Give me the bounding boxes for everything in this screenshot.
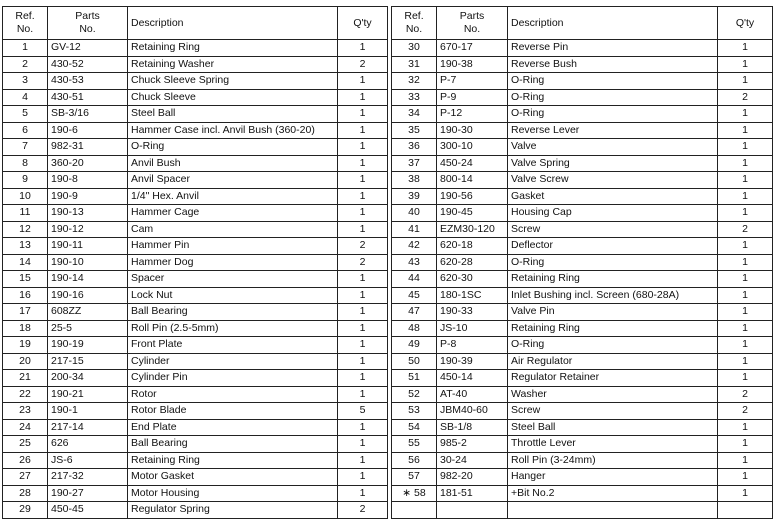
ref-no-cell: 32 xyxy=(392,73,437,90)
qty-cell: 2 xyxy=(718,89,773,106)
description-cell: Retaining Ring xyxy=(128,40,338,57)
table-row xyxy=(3,287,773,304)
description-cell: Washer xyxy=(508,386,718,403)
part-no-cell: 670-17 xyxy=(437,40,508,57)
table-row xyxy=(3,502,773,519)
part-no-cell: 190-1 xyxy=(48,403,128,420)
qty-cell: 1 xyxy=(718,106,773,123)
table-row xyxy=(3,254,773,271)
part-no-cell: 200-34 xyxy=(48,370,128,387)
description-cell: Motor Gasket xyxy=(128,469,338,486)
header-description: Description xyxy=(508,7,718,40)
part-no-cell: 190-13 xyxy=(48,205,128,222)
qty-cell: 1 xyxy=(718,122,773,139)
part-no-cell: 190-11 xyxy=(48,238,128,255)
ref-no-cell: 15 xyxy=(3,271,48,288)
qty-cell: 1 xyxy=(338,320,388,337)
description-cell: Regulator Retainer xyxy=(508,370,718,387)
qty-cell: 1 xyxy=(338,89,388,106)
description-cell: Reverse Pin xyxy=(508,40,718,57)
part-no-cell: 190-14 xyxy=(48,271,128,288)
description-cell: Roll Pin (2.5-5mm) xyxy=(128,320,338,337)
description-cell: Hammer Cage xyxy=(128,205,338,222)
description-cell: Cylinder xyxy=(128,353,338,370)
description-cell: O-Ring xyxy=(128,139,338,156)
qty-cell: 1 xyxy=(718,353,773,370)
ref-no-cell: 20 xyxy=(3,353,48,370)
ref-no-cell: 9 xyxy=(3,172,48,189)
description-cell: Hammer Dog xyxy=(128,254,338,271)
description-cell: Deflector xyxy=(508,238,718,255)
description-cell: Ball Bearing xyxy=(128,436,338,453)
part-no-cell: SB-3/16 xyxy=(48,106,128,123)
description-cell: Steel Ball xyxy=(508,419,718,436)
part-no-cell: 190-33 xyxy=(437,304,508,321)
part-no-cell: 450-14 xyxy=(437,370,508,387)
description-cell: 1/4" Hex. Anvil xyxy=(128,188,338,205)
table-row xyxy=(3,155,773,172)
part-no-cell: 190-10 xyxy=(48,254,128,271)
description-cell: O-Ring xyxy=(508,73,718,90)
description-cell: Steel Ball xyxy=(128,106,338,123)
qty-cell: 1 xyxy=(718,238,773,255)
part-no-cell: 190-21 xyxy=(48,386,128,403)
part-no-cell: 430-51 xyxy=(48,89,128,106)
ref-no-cell: 16 xyxy=(3,287,48,304)
part-no-cell: 190-12 xyxy=(48,221,128,238)
part-no-cell: JS-6 xyxy=(48,452,128,469)
qty-cell: 1 xyxy=(338,73,388,90)
ref-no-cell: 42 xyxy=(392,238,437,255)
part-no-cell: 190-16 xyxy=(48,287,128,304)
qty-cell: 2 xyxy=(718,386,773,403)
qty-cell: 1 xyxy=(338,370,388,387)
qty-cell: 1 xyxy=(338,271,388,288)
table-row xyxy=(3,436,773,453)
qty-cell: 1 xyxy=(718,73,773,90)
table-row xyxy=(3,172,773,189)
ref-no-cell: 18 xyxy=(3,320,48,337)
description-cell: End Plate xyxy=(128,419,338,436)
description-cell: O-Ring xyxy=(508,337,718,354)
part-no-cell: P-8 xyxy=(437,337,508,354)
ref-no-cell: 23 xyxy=(3,403,48,420)
ref-no-cell: 21 xyxy=(3,370,48,387)
description-cell: Throttle Lever xyxy=(508,436,718,453)
qty-cell xyxy=(718,502,773,519)
ref-no-cell: 25 xyxy=(3,436,48,453)
qty-cell: 1 xyxy=(338,172,388,189)
table-row xyxy=(3,320,773,337)
part-no-cell: 450-45 xyxy=(48,502,128,519)
ref-no-cell: 3 xyxy=(3,73,48,90)
qty-cell: 1 xyxy=(718,188,773,205)
description-cell: O-Ring xyxy=(508,254,718,271)
qty-cell: 1 xyxy=(338,155,388,172)
part-no-cell: 217-14 xyxy=(48,419,128,436)
description-cell: Valve xyxy=(508,139,718,156)
ref-no-cell: 54 xyxy=(392,419,437,436)
description-cell: Screw xyxy=(508,403,718,420)
description-cell: Retaining Ring xyxy=(508,320,718,337)
qty-cell: 1 xyxy=(338,304,388,321)
ref-no-cell: 6 xyxy=(3,122,48,139)
description-cell: Roll Pin (3-24mm) xyxy=(508,452,718,469)
qty-cell: 1 xyxy=(718,287,773,304)
part-no-cell: SB-1/8 xyxy=(437,419,508,436)
part-no-cell: 620-30 xyxy=(437,271,508,288)
description-cell: Cam xyxy=(128,221,338,238)
ref-no-cell: 14 xyxy=(3,254,48,271)
table-row xyxy=(3,188,773,205)
ref-no-cell: 34 xyxy=(392,106,437,123)
part-no-cell: 190-19 xyxy=(48,337,128,354)
description-cell: Gasket xyxy=(508,188,718,205)
ref-no-cell: 5 xyxy=(3,106,48,123)
qty-cell: 1 xyxy=(718,419,773,436)
ref-no-cell: 4 xyxy=(3,89,48,106)
description-cell: Motor Housing xyxy=(128,485,338,502)
qty-cell: 1 xyxy=(338,469,388,486)
ref-no-cell: 31 xyxy=(392,56,437,73)
ref-no-cell: 40 xyxy=(392,205,437,222)
description-cell: +Bit No.2 xyxy=(508,485,718,502)
description-cell: Retaining Washer xyxy=(128,56,338,73)
part-no-cell: P-9 xyxy=(437,89,508,106)
part-no-cell: EZM30-120 xyxy=(437,221,508,238)
table-row xyxy=(3,238,773,255)
description-cell: Anvil Bush xyxy=(128,155,338,172)
header-ref-no: Ref. No. xyxy=(3,7,48,40)
ref-no-cell: 45 xyxy=(392,287,437,304)
ref-no-cell: 29 xyxy=(3,502,48,519)
ref-no-cell: 41 xyxy=(392,221,437,238)
part-no-cell: P-7 xyxy=(437,73,508,90)
description-cell xyxy=(508,502,718,519)
qty-cell: 1 xyxy=(718,452,773,469)
part-no-cell: 608ZZ xyxy=(48,304,128,321)
description-cell: O-Ring xyxy=(508,106,718,123)
qty-cell: 1 xyxy=(338,139,388,156)
qty-cell: 1 xyxy=(338,419,388,436)
part-no-cell: 626 xyxy=(48,436,128,453)
part-no-cell: 800-14 xyxy=(437,172,508,189)
description-cell: Front Plate xyxy=(128,337,338,354)
parts-list-table xyxy=(2,6,773,519)
ref-no-cell: 44 xyxy=(392,271,437,288)
table-header-row xyxy=(3,7,773,40)
part-no-cell: P-12 xyxy=(437,106,508,123)
part-no-cell: 360-20 xyxy=(48,155,128,172)
part-no-cell: 181-51 xyxy=(437,485,508,502)
qty-cell: 2 xyxy=(718,403,773,420)
ref-no-cell: 2 xyxy=(3,56,48,73)
table-row xyxy=(3,205,773,222)
header-parts-no: Parts No. xyxy=(437,7,508,40)
qty-cell: 1 xyxy=(718,320,773,337)
ref-no-cell: 27 xyxy=(3,469,48,486)
table-row xyxy=(3,89,773,106)
part-no-cell: JS-10 xyxy=(437,320,508,337)
ref-no-cell: 33 xyxy=(392,89,437,106)
description-cell: Air Regulator xyxy=(508,353,718,370)
description-cell: Valve Screw xyxy=(508,172,718,189)
qty-cell: 1 xyxy=(338,353,388,370)
qty-cell: 2 xyxy=(338,502,388,519)
description-cell: Inlet Bushing incl. Screen (680-28A) xyxy=(508,287,718,304)
table-row xyxy=(3,370,773,387)
ref-no-cell: 56 xyxy=(392,452,437,469)
description-cell: Spacer xyxy=(128,271,338,288)
ref-no-cell: 55 xyxy=(392,436,437,453)
part-no-cell: 180-1SC xyxy=(437,287,508,304)
table-row xyxy=(3,40,773,57)
ref-no-cell: 13 xyxy=(3,238,48,255)
parts-table-body xyxy=(3,40,773,519)
part-no-cell: 30-24 xyxy=(437,452,508,469)
table-row xyxy=(3,139,773,156)
table-row xyxy=(3,221,773,238)
description-cell: Ball Bearing xyxy=(128,304,338,321)
ref-no-cell: 48 xyxy=(392,320,437,337)
description-cell: Housing Cap xyxy=(508,205,718,222)
ref-no-cell: 22 xyxy=(3,386,48,403)
part-no-cell: 190-8 xyxy=(48,172,128,189)
part-no-cell: 190-45 xyxy=(437,205,508,222)
table-row xyxy=(3,106,773,123)
ref-no-cell: 24 xyxy=(3,419,48,436)
qty-cell: 1 xyxy=(718,40,773,57)
table-row xyxy=(3,403,773,420)
qty-cell: 1 xyxy=(718,485,773,502)
table-row xyxy=(3,353,773,370)
description-cell: Retaining Ring xyxy=(128,452,338,469)
part-no-cell: 430-52 xyxy=(48,56,128,73)
table-row xyxy=(3,452,773,469)
part-no-cell: 190-6 xyxy=(48,122,128,139)
ref-no-cell: ∗ 58 xyxy=(392,485,437,502)
table-row xyxy=(3,271,773,288)
ref-no-cell: 26 xyxy=(3,452,48,469)
part-no-cell: 450-24 xyxy=(437,155,508,172)
part-no-cell: 620-18 xyxy=(437,238,508,255)
part-no-cell: 430-53 xyxy=(48,73,128,90)
qty-cell: 1 xyxy=(338,205,388,222)
qty-cell: 1 xyxy=(718,205,773,222)
table-row xyxy=(3,304,773,321)
qty-cell: 2 xyxy=(338,56,388,73)
qty-cell: 1 xyxy=(338,436,388,453)
ref-no-cell: 8 xyxy=(3,155,48,172)
qty-cell: 1 xyxy=(338,106,388,123)
ref-no-cell: 50 xyxy=(392,353,437,370)
qty-cell: 1 xyxy=(718,337,773,354)
ref-no-cell: 11 xyxy=(3,205,48,222)
header-qty: Q'ty xyxy=(338,7,388,40)
qty-cell: 2 xyxy=(718,221,773,238)
ref-no-cell: 7 xyxy=(3,139,48,156)
qty-cell: 5 xyxy=(338,403,388,420)
qty-cell: 1 xyxy=(338,452,388,469)
description-cell: Screw xyxy=(508,221,718,238)
part-no-cell: 985-2 xyxy=(437,436,508,453)
table-row xyxy=(3,337,773,354)
table-row xyxy=(3,419,773,436)
qty-cell: 1 xyxy=(718,436,773,453)
part-no-cell: 620-28 xyxy=(437,254,508,271)
part-no-cell: 190-27 xyxy=(48,485,128,502)
description-cell: O-Ring xyxy=(508,89,718,106)
description-cell: Cylinder Pin xyxy=(128,370,338,387)
part-no-cell: 25-5 xyxy=(48,320,128,337)
ref-no-cell: 12 xyxy=(3,221,48,238)
description-cell: Valve Spring xyxy=(508,155,718,172)
description-cell: Chuck Sleeve Spring xyxy=(128,73,338,90)
header-description: Description xyxy=(128,7,338,40)
description-cell: Hammer Case incl. Anvil Bush (360-20) xyxy=(128,122,338,139)
ref-no-cell: 49 xyxy=(392,337,437,354)
description-cell: Reverse Bush xyxy=(508,56,718,73)
ref-no-cell: 37 xyxy=(392,155,437,172)
part-no-cell: 217-15 xyxy=(48,353,128,370)
ref-no-cell: 51 xyxy=(392,370,437,387)
qty-cell: 1 xyxy=(718,469,773,486)
part-no-cell: GV-12 xyxy=(48,40,128,57)
qty-cell: 1 xyxy=(718,254,773,271)
qty-cell: 1 xyxy=(718,155,773,172)
description-cell: Hanger xyxy=(508,469,718,486)
description-cell: Reverse Lever xyxy=(508,122,718,139)
part-no-cell: 190-9 xyxy=(48,188,128,205)
table-row xyxy=(3,73,773,90)
qty-cell: 1 xyxy=(718,271,773,288)
ref-no-cell: 30 xyxy=(392,40,437,57)
ref-no-cell: 36 xyxy=(392,139,437,156)
table-row xyxy=(3,485,773,502)
ref-no-cell xyxy=(392,502,437,519)
ref-no-cell: 52 xyxy=(392,386,437,403)
description-cell: Regulator Spring xyxy=(128,502,338,519)
ref-no-cell: 39 xyxy=(392,188,437,205)
qty-cell: 1 xyxy=(718,172,773,189)
qty-cell: 1 xyxy=(338,221,388,238)
ref-no-cell: 38 xyxy=(392,172,437,189)
description-cell: Anvil Spacer xyxy=(128,172,338,189)
qty-cell: 1 xyxy=(338,386,388,403)
ref-no-cell: 19 xyxy=(3,337,48,354)
part-no-cell: 190-30 xyxy=(437,122,508,139)
part-no-cell: 190-56 xyxy=(437,188,508,205)
table-row xyxy=(3,469,773,486)
table-row xyxy=(3,386,773,403)
part-no-cell: AT-40 xyxy=(437,386,508,403)
part-no-cell: 982-20 xyxy=(437,469,508,486)
ref-no-cell: 53 xyxy=(392,403,437,420)
qty-cell: 1 xyxy=(718,56,773,73)
part-no-cell: JBM40-60 xyxy=(437,403,508,420)
qty-cell: 1 xyxy=(718,370,773,387)
part-no-cell: 190-38 xyxy=(437,56,508,73)
ref-no-cell: 28 xyxy=(3,485,48,502)
qty-cell: 1 xyxy=(338,287,388,304)
ref-no-cell: 1 xyxy=(3,40,48,57)
qty-cell: 2 xyxy=(338,238,388,255)
part-no-cell: 300-10 xyxy=(437,139,508,156)
qty-cell: 2 xyxy=(338,254,388,271)
description-cell: Hammer Pin xyxy=(128,238,338,255)
table-row xyxy=(3,56,773,73)
table-row xyxy=(3,122,773,139)
qty-cell: 1 xyxy=(718,139,773,156)
qty-cell: 1 xyxy=(338,122,388,139)
part-no-cell: 982-31 xyxy=(48,139,128,156)
qty-cell: 1 xyxy=(718,304,773,321)
ref-no-cell: 47 xyxy=(392,304,437,321)
part-no-cell: 217-32 xyxy=(48,469,128,486)
header-parts-no: Parts No. xyxy=(48,7,128,40)
part-no-cell: 190-39 xyxy=(437,353,508,370)
description-cell: Chuck Sleeve xyxy=(128,89,338,106)
qty-cell: 1 xyxy=(338,337,388,354)
part-no-cell xyxy=(437,502,508,519)
description-cell: Lock Nut xyxy=(128,287,338,304)
qty-cell: 1 xyxy=(338,40,388,57)
qty-cell: 1 xyxy=(338,485,388,502)
qty-cell: 1 xyxy=(338,188,388,205)
ref-no-cell: 57 xyxy=(392,469,437,486)
ref-no-cell: 10 xyxy=(3,188,48,205)
ref-no-cell: 43 xyxy=(392,254,437,271)
ref-no-cell: 35 xyxy=(392,122,437,139)
description-cell: Retaining Ring xyxy=(508,271,718,288)
header-qty: Q'ty xyxy=(718,7,773,40)
description-cell: Rotor Blade xyxy=(128,403,338,420)
description-cell: Rotor xyxy=(128,386,338,403)
header-ref-no: Ref. No. xyxy=(392,7,437,40)
ref-no-cell: 17 xyxy=(3,304,48,321)
description-cell: Valve Pin xyxy=(508,304,718,321)
